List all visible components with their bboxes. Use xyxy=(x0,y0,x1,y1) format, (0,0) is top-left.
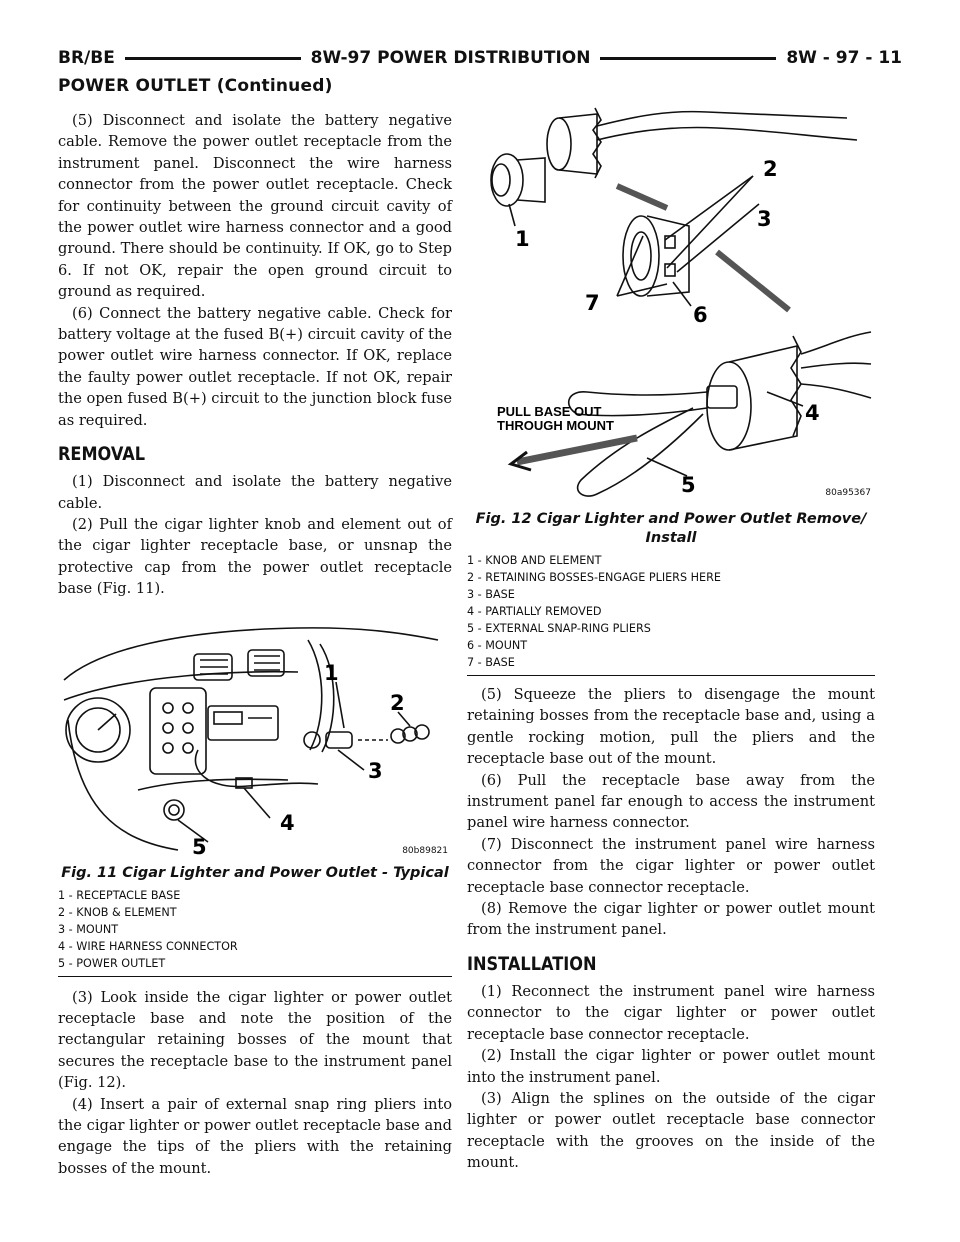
paragraph-removal-3: (3) Look inside the cigar lighter or power outlet receptacle base and note the position of the rectangular retaining bosses of the mount that secures the receptacle base to the instrument panel (Fig. 12). xyxy=(58,988,452,1092)
fig11-callout-3: 3 xyxy=(368,758,383,783)
section-continued-title: POWER OUTLET (Continued) xyxy=(58,76,333,96)
paragraph-removal-6: (6) Pull the receptacle base away from the instrument panel far enough to access the instrument panel wire harness connector. xyxy=(467,771,875,832)
fig11-callout-2: 2 xyxy=(390,690,405,715)
figure-12-caption xyxy=(467,510,875,548)
figure-12-caption-line-2: Install xyxy=(645,530,697,546)
fig11-legend-item: 5 - POWER OUTLET xyxy=(58,956,166,970)
fig12-callout-5: 5 xyxy=(681,473,696,497)
figure-12-caption-line-1: Fig. 12 Cigar Lighter and Power Outlet Remove/ xyxy=(475,511,867,527)
fig11-legend-item: 3 - MOUNT xyxy=(58,922,119,936)
left-column xyxy=(58,110,452,1179)
fig11-legend-item: 1 - RECEPTACLE BASE xyxy=(58,888,181,902)
removal-heading: REMOVAL xyxy=(58,443,146,466)
fig12-note-line-1: PULL BASE OUT xyxy=(497,404,602,419)
fig12-legend-item: 3 - BASE xyxy=(467,588,515,601)
fig11-legend-item: 2 - KNOB & ELEMENT xyxy=(58,905,177,919)
figure-12-illustration xyxy=(467,96,875,506)
fig12-legend-item: 7 - BASE xyxy=(467,656,515,669)
figure-12-code: 80a95367 xyxy=(825,488,871,498)
fig11-callout-4: 4 xyxy=(280,810,295,835)
paragraph-removal-2: (2) Pull the cigar lighter knob and element out of the cigar lighter receptacle base, or unsnap the protective cap from the power outlet receptacle base (Fig. 11). xyxy=(58,515,452,598)
fig12-legend-item: 1 - KNOB AND ELEMENT xyxy=(467,554,602,567)
figure-11-legend xyxy=(58,887,452,972)
header-model: BR/BE xyxy=(58,48,115,68)
paragraph-removal-1: (1) Disconnect and isolate the battery negative cable. xyxy=(58,473,452,512)
figure-12-legend xyxy=(467,552,875,671)
fig12-legend-item: 6 - MOUNT xyxy=(467,639,528,652)
fig12-legend-item: 2 - RETAINING BOSSES-ENGAGE PLIERS HERE xyxy=(467,571,721,584)
paragraph-install-3: (3) Align the splines on the outside of the cigar lighter or power outlet receptacle base connector receptacle with the grooves on the inside of the mount. xyxy=(467,1089,875,1172)
header-section-title: 8W-97 POWER DISTRIBUTION xyxy=(310,48,591,68)
fig11-callout-5: 5 xyxy=(192,834,207,859)
fig12-callout-6: 6 xyxy=(693,303,708,327)
figure-11-illustration xyxy=(58,610,452,860)
fig12-callout-1: 1 xyxy=(515,227,530,251)
paragraph-step-5-diag: (5) Disconnect and isolate the battery negative cable. Remove the power outlet receptacle from the instrument panel. Disconnect the wire harness connector from the power outlet receptacle. Check for continuity between the ground circuit cavity of the power outlet wire harness connector and a good ground. There should be continuity. If OK, go to Step 6. If not OK, repair the open ground circuit to ground as required. xyxy=(58,112,452,301)
fig12-callout-3: 3 xyxy=(757,207,772,231)
figure-11-rule xyxy=(58,976,452,977)
fig12-legend-item: 5 - EXTERNAL SNAP-RING PLIERS xyxy=(467,622,651,635)
fig11-callout-1: 1 xyxy=(324,660,339,685)
fig12-callout-4: 4 xyxy=(805,401,820,425)
paragraph-step-6-diag: (6) Connect the battery negative cable. Check for battery voltage at the fused B(+) circuit cavity of the power outlet wire harness connector. If OK, replace the faulty power outlet receptacle. If not OK, repair the open fused B(+) circuit to the junction block fuse as required. xyxy=(58,304,452,429)
paragraph-removal-7: (7) Disconnect the instrument panel wire harness connector from the cigar lighter or power outlet receptacle base connector receptacle. xyxy=(467,835,875,896)
header-rule-right xyxy=(600,57,776,60)
figure-11 xyxy=(58,610,452,977)
fig12-callout-2: 2 xyxy=(763,157,778,181)
paragraph-removal-4: (4) Insert a pair of external snap ring pliers into the cigar lighter or power outlet receptacle base and engage the tips of the pliers with the retaining bosses of the mount. xyxy=(58,1095,452,1177)
figure-11-code: 80b89821 xyxy=(402,845,448,856)
fig12-legend-item: 4 - PARTIALLY REMOVED xyxy=(467,605,602,618)
header-page-number: 8W - 97 - 11 xyxy=(786,48,902,68)
paragraph-install-2: (2) Install the cigar lighter or power outlet mount into the instrument panel. xyxy=(467,1047,875,1086)
fig12-callout-7: 7 xyxy=(585,291,600,315)
figure-11-caption: Fig. 11 Cigar Lighter and Power Outlet - Typical xyxy=(61,864,449,881)
fig11-legend-item: 4 - WIRE HARNESS CONNECTOR xyxy=(58,939,238,953)
header-rule-left xyxy=(125,57,301,60)
installation-heading: INSTALLATION xyxy=(467,952,597,975)
paragraph-install-1: (1) Reconnect the instrument panel wire harness connector to the cigar lighter or power outlet receptacle base connector receptacle. xyxy=(467,982,875,1043)
paragraph-removal-5: (5) Squeeze the pliers to disengage the mount retaining bosses from the receptacle base and, using a gentle rocking motion, pull the pliers and the receptacle base out of the mount. xyxy=(467,686,875,768)
figure-12-rule xyxy=(467,675,875,676)
right-column xyxy=(467,96,875,1174)
fig12-note-line-2: THROUGH MOUNT xyxy=(497,418,614,433)
page-header xyxy=(58,44,902,72)
paragraph-removal-8: (8) Remove the cigar lighter or power outlet mount from the instrument panel. xyxy=(467,900,875,939)
figure-12 xyxy=(467,96,875,676)
